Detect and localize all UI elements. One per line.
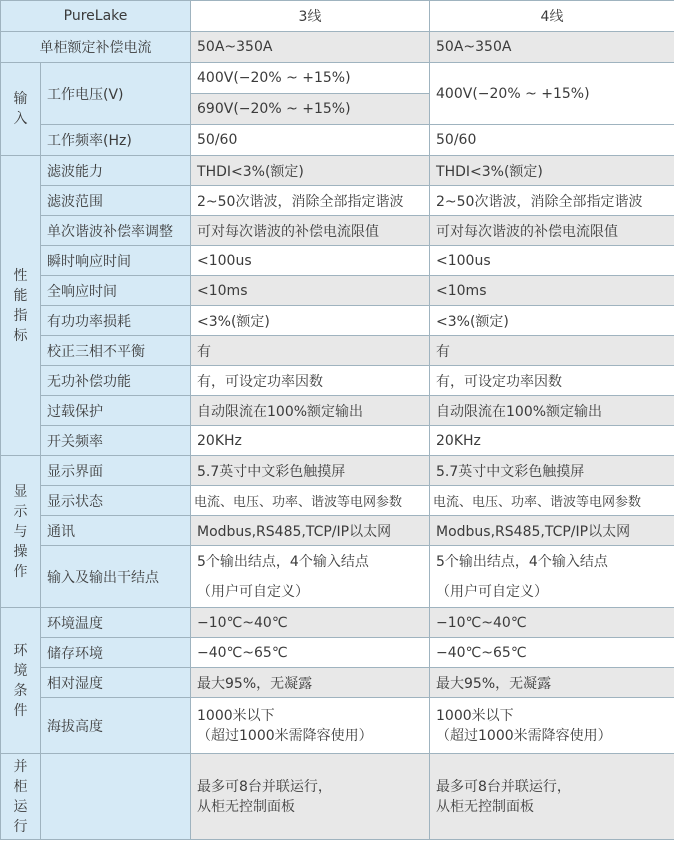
altitude-value-3: 1000米以下 （超过1000米需降容使用） — [191, 698, 430, 754]
io-value-3: 5个输出结点，4个输入结点 （用户可自定义） — [191, 546, 430, 608]
table-row — [1, 668, 674, 698]
perf-value-4: 有 — [430, 336, 674, 366]
perf-label: 全响应时间 — [41, 276, 191, 306]
parallel-label-empty — [41, 754, 191, 840]
perf-value-4: 自动限流在100%额定输出 — [430, 396, 674, 426]
category-parallel: 并 柜 运 行 — [1, 754, 41, 840]
category-display: 显 示 与 操 作 — [1, 456, 41, 608]
io-value-4: 5个输出结点，4个输入结点 （用户可自定义） — [430, 546, 674, 608]
voltage-label: 工作电压(V) — [41, 63, 191, 125]
parallel-value-4: 最多可8台并联运行， 从柜无控制面板 — [430, 754, 674, 840]
header-row — [1, 1, 674, 32]
perf-value-3: 自动限流在100%额定输出 — [191, 396, 430, 426]
perf-value-3: 有，可设定功率因数 — [191, 366, 430, 396]
perf-value-4: 可对每次谐波的补偿电流限值 — [430, 216, 674, 246]
perf-value-3: 有 — [191, 336, 430, 366]
perf-label: 开关频率 — [41, 426, 191, 456]
perf-value-3: <10ms — [191, 276, 430, 306]
env-value-3: 最大95%，无凝露 — [191, 668, 430, 698]
table-row — [1, 246, 674, 276]
perf-value-4: <100us — [430, 246, 674, 276]
table-row — [1, 125, 674, 156]
display-label: 通讯 — [41, 516, 191, 546]
frequency-label: 工作频率(Hz) — [41, 125, 191, 156]
voltage-3-b: 690V(−20% ~ +15%) — [191, 94, 430, 125]
rated-current-label: 单柜额定补偿电流 — [1, 32, 191, 63]
io-label: 输入及输出干结点 — [41, 546, 191, 608]
display-value-4: Modbus,RS485,TCP/IP以太网 — [430, 516, 674, 546]
env-label: 相对湿度 — [41, 668, 191, 698]
display-label: 显示状态 — [41, 486, 191, 516]
env-value-3: −10℃~40℃ — [191, 608, 430, 638]
perf-value-4: <10ms — [430, 276, 674, 306]
env-value-4: −10℃~40℃ — [430, 608, 674, 638]
perf-label: 无功补偿功能 — [41, 366, 191, 396]
table-row — [1, 216, 674, 246]
voltage-4: 400V(−20% ~ +15%) — [430, 63, 674, 125]
table-row — [1, 186, 674, 216]
table-row — [1, 546, 674, 608]
perf-value-4: 2~50次谐波，消除全部指定谐波 — [430, 186, 674, 216]
env-label: 储存环境 — [41, 638, 191, 668]
table-row — [1, 32, 674, 63]
perf-value-3: 20KHz — [191, 426, 430, 456]
perf-value-3: 2~50次谐波，消除全部指定谐波 — [191, 186, 430, 216]
table-row — [1, 516, 674, 546]
table-row — [1, 63, 674, 94]
env-label: 环境温度 — [41, 608, 191, 638]
table-row — [1, 456, 674, 486]
perf-label: 有功功率损耗 — [41, 306, 191, 336]
altitude-label: 海拔高度 — [41, 698, 191, 754]
display-value-3: 电流、电压、功率、谐波等电网参数 — [191, 486, 430, 516]
display-label: 显示界面 — [41, 456, 191, 486]
perf-label: 滤波范围 — [41, 186, 191, 216]
table-row — [1, 486, 674, 516]
table-row — [1, 754, 674, 840]
perf-value-3: <100us — [191, 246, 430, 276]
table-row — [1, 638, 674, 668]
table-row — [1, 306, 674, 336]
perf-label: 滤波能力 — [41, 156, 191, 186]
table-row — [1, 276, 674, 306]
frequency-4: 50/60 — [430, 125, 674, 156]
display-value-3: Modbus,RS485,TCP/IP以太网 — [191, 516, 430, 546]
env-value-4: −40℃~65℃ — [430, 638, 674, 668]
table-row — [1, 156, 674, 186]
perf-label: 校正三相不平衡 — [41, 336, 191, 366]
table-row — [1, 608, 674, 638]
brand-cell: PureLake — [1, 1, 191, 32]
col-4-wire-header: 4线 — [430, 1, 674, 32]
frequency-3: 50/60 — [191, 125, 430, 156]
perf-value-4: 有，可设定功率因数 — [430, 366, 674, 396]
display-value-3: 5.7英寸中文彩色触摸屏 — [191, 456, 430, 486]
table-row — [1, 336, 674, 366]
table-row — [1, 698, 674, 754]
perf-value-4: THDI<3%(额定) — [430, 156, 674, 186]
env-value-4: 最大95%，无凝露 — [430, 668, 674, 698]
parallel-value-3: 最多可8台并联运行， 从柜无控制面板 — [191, 754, 430, 840]
perf-value-3: 可对每次谐波的补偿电流限值 — [191, 216, 430, 246]
table-row — [1, 396, 674, 426]
category-input: 输 入 — [1, 63, 41, 156]
voltage-3-a: 400V(−20% ~ +15%) — [191, 63, 430, 94]
col-3-wire-header: 3线 — [191, 1, 430, 32]
perf-value-3: <3%(额定) — [191, 306, 430, 336]
perf-label: 过载保护 — [41, 396, 191, 426]
table-row — [1, 426, 674, 456]
altitude-value-4: 1000米以下 （超过1000米需降容使用） — [430, 698, 674, 754]
table-row — [1, 366, 674, 396]
display-value-4: 5.7英寸中文彩色触摸屏 — [430, 456, 674, 486]
perf-value-4: 20KHz — [430, 426, 674, 456]
env-value-3: −40℃~65℃ — [191, 638, 430, 668]
rated-current-4: 50A~350A — [430, 32, 674, 63]
category-performance: 性 能 指 标 — [1, 156, 41, 456]
perf-value-4: <3%(额定) — [430, 306, 674, 336]
perf-label: 瞬时响应时间 — [41, 246, 191, 276]
perf-label: 单次谐波补偿率调整 — [41, 216, 191, 246]
category-environment: 环 境 条 件 — [1, 608, 41, 754]
rated-current-3: 50A~350A — [191, 32, 430, 63]
perf-value-3: THDI<3%(额定) — [191, 156, 430, 186]
display-value-4: 电流、电压、功率、谐波等电网参数 — [430, 486, 674, 516]
